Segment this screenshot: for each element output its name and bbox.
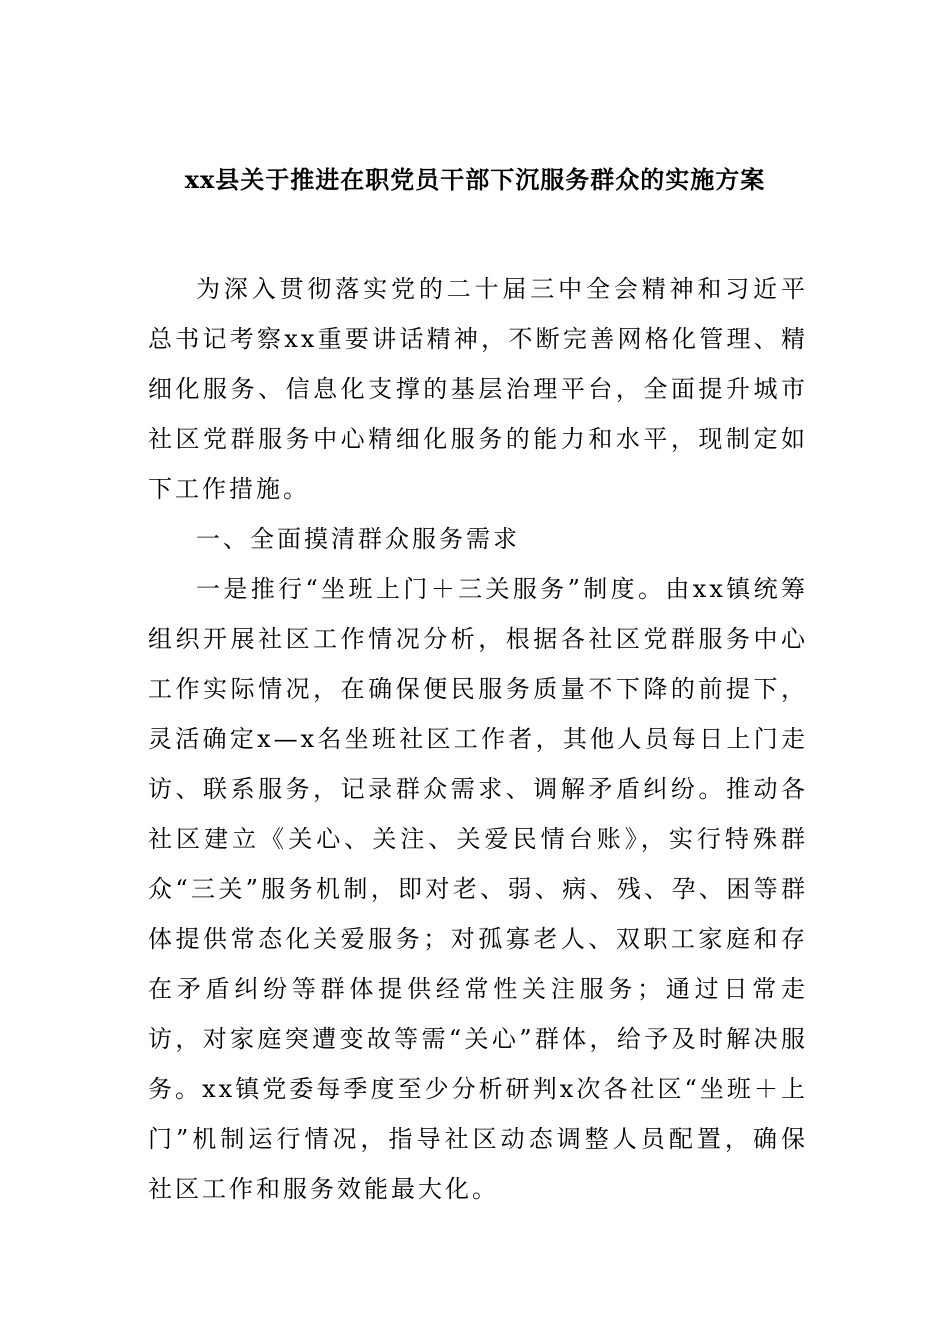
section-heading: 一、全面摸清群众服务需求 <box>196 525 520 553</box>
intro-paragraph: 为深入贯彻落实党的二十届三中全会精神和习近平总书记考察xx重要讲话精神，不断完善网格化管理、精细化服务、信息化支撑的基层治理平台，全面提升城市社区党群服务中心精细化服务的能力和水平，现制定如下工作措施。 <box>148 275 808 503</box>
document-body <box>148 264 808 1214</box>
document-title: xx县关于推进在职党员干部下沉服务群众的实施方案 <box>184 165 766 194</box>
body-paragraph: 一是推行“坐班上门＋三关服务”制度。由xx镇统筹组织开展社区工作情况分析，根据各社区党群服务中心工作实际情况，在确保便民服务质量不下降的前提下，灵活确定x—x名坐班社区工作者，其他人员每日上门走访、联系服务，记录群众需求、调解矛盾纠纷。推动各社区建立《关心、关注、关爱民情台账》，实行特殊群众“三关”服务机制，即对老、弱、病、残、孕、困等群体提供常态化关爱服务；对孤寡老人、双职工家庭和存在矛盾纠纷等群体提供经常性关注服务；通过日常走访，对家庭突遭变故等需“关心”群体，给予及时解决服务。xx镇党委每季度至少分析研判x次各社区“坐班＋上门”机制运行情况，指导社区动态调整人员配置，确保社区工作和服务效能最大化。 <box>148 575 808 1203</box>
